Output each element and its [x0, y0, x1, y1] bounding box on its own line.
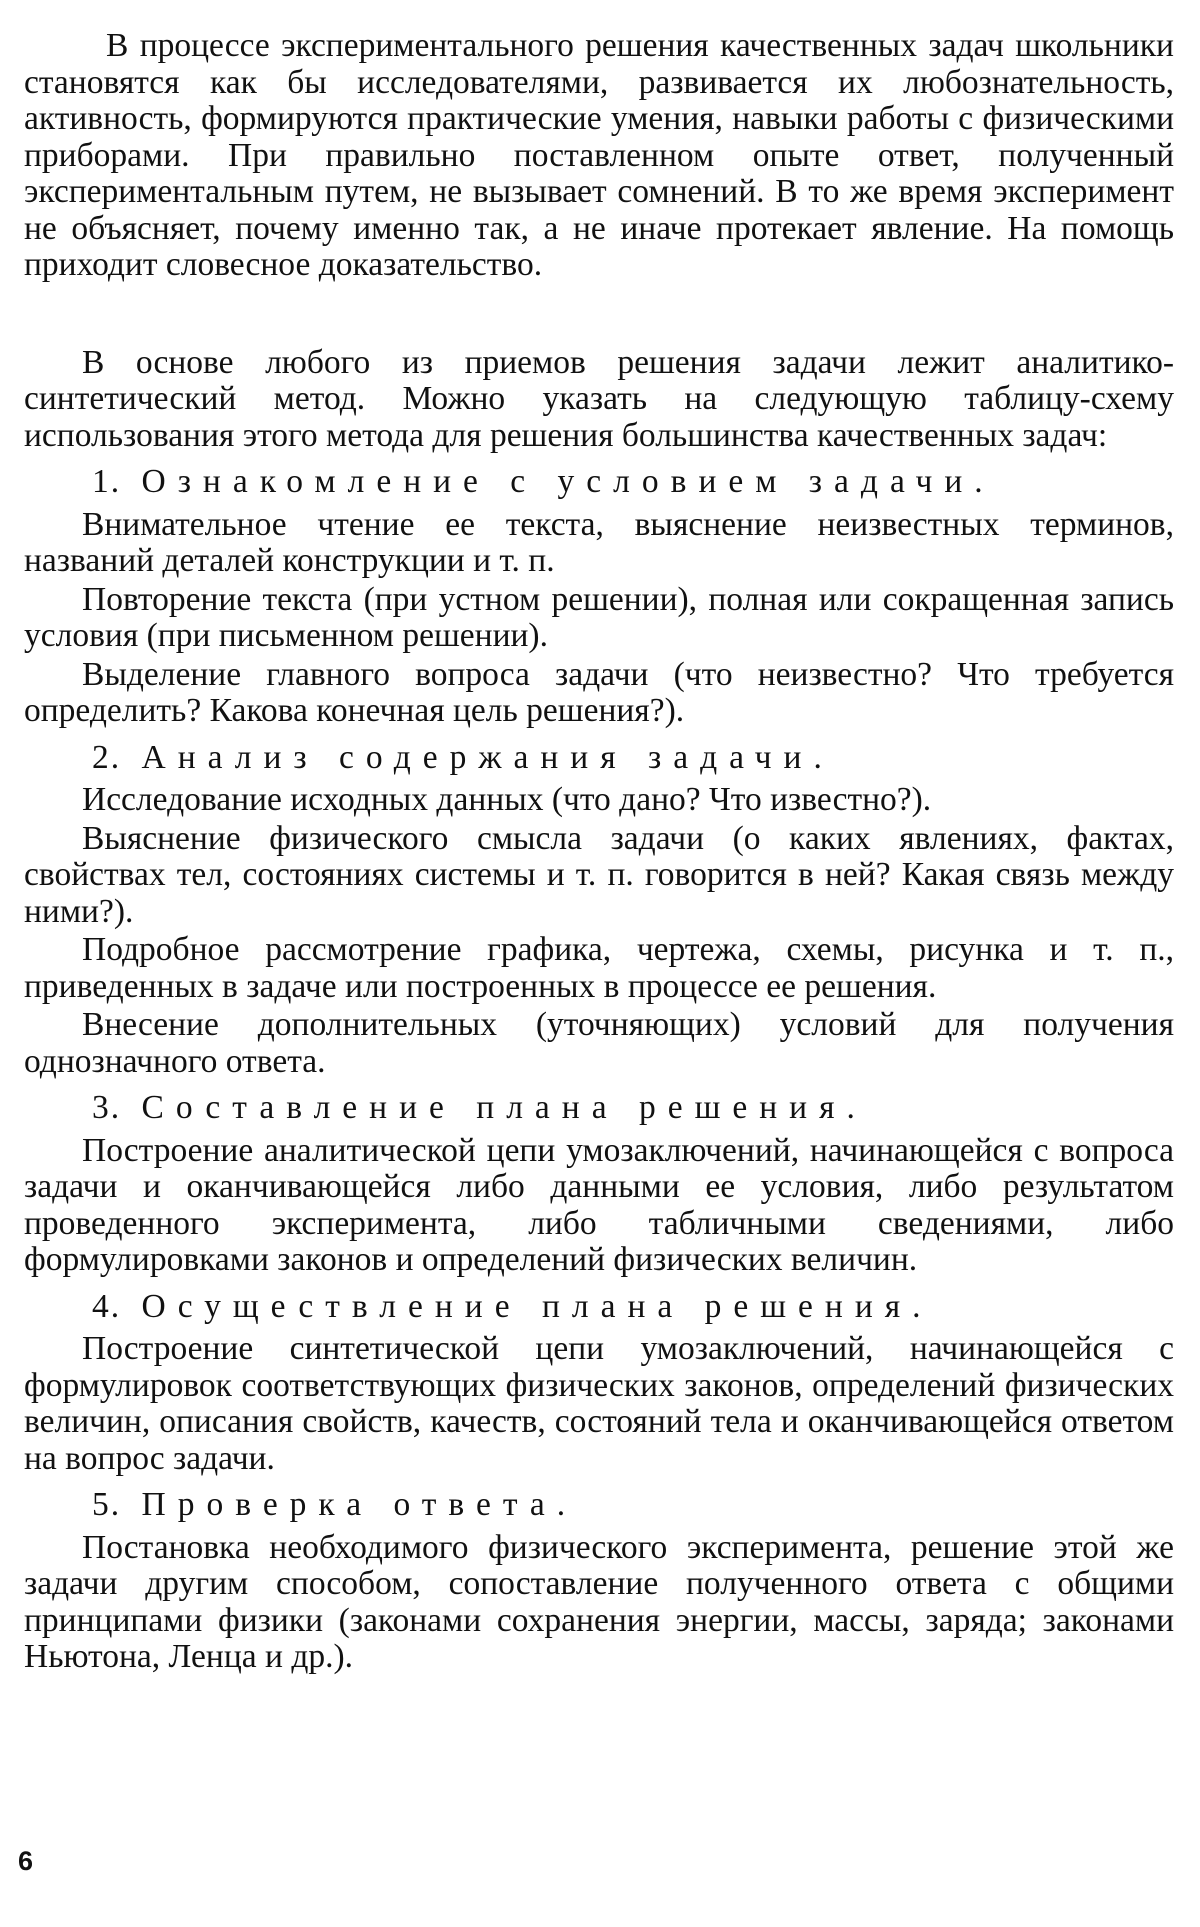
step-item: Повторение текста (при устном решении), полная или сокращенная запись условия (при письменном решении). [24, 580, 1174, 654]
step-4 [24, 1289, 1174, 1478]
step-number: 4. [92, 1287, 122, 1325]
step-item: Постановка необходимого физического эксперимента, решение этой же задачи другим способом, сопоставление полученного ответа с общими принципами физики (законами сохранения энергии, массы, заряда; законами Ньютона, Ленца и др.). [24, 1528, 1174, 1675]
step-item: Внимательное чтение ее текста, выяснение неизвестных терминов, названий деталей конструкции и т. п. [24, 505, 1174, 579]
step-heading [24, 740, 1174, 777]
step-2 [24, 740, 1174, 1081]
step-item: Построение аналитической цепи умозаключений, начинающейся с вопроса задачи и оканчивающейся либо данными ее условия, либо результатом проведенного эксперимента, либо табличными сведениями, либо формулировками законов и определений физических величин. [24, 1131, 1174, 1278]
method-paragraph: В основе любого из приемов решения задачи лежит аналитико-синтетический метод. Можно указать на следующую таблицу-схему использования этого метода для решения большинства качественных задач: [24, 343, 1174, 454]
step-number: 1. [92, 463, 122, 500]
step-heading [24, 1487, 1174, 1524]
page-body [24, 28, 1174, 1678]
intro-paragraph: В процессе экспериментального решения качественных задач школьники становятся как бы исследователями, развивается их любознательность, активность, формируются практические умения, навыки работы с физическими приборами. При правильно поставленном опыте ответ, полученный экспериментальным путем, не вызывает сомнений. В то же время эксперимент не объясняет, почему именно так, а не иначе протекает явление. На помощь приходит словесное доказательство. [24, 27, 1174, 283]
step-item: Построение синтетической цепи умозаключений, начинающейся с формулировок соответствующих физических законов, определений физических величин, описания свойств, качеств, состояний тела и оканчивающейся ответом на вопрос задачи. [24, 1330, 1174, 1477]
step-title: Осуществление плана решения. [141, 1287, 933, 1325]
step-number: 5. [92, 1486, 122, 1523]
step-number: 3. [92, 1089, 122, 1126]
step-number: 2. [92, 738, 122, 776]
step-item: Внесение дополнительных (уточняющих) условий для получения однозначного ответа. [24, 1006, 1174, 1080]
step-title: Ознакомление с условием задачи. [141, 463, 995, 500]
step-3 [24, 1090, 1174, 1279]
step-item: Исследование исходных данных (что дано? Что известно?). [82, 781, 932, 818]
step-item: Выяснение физического смысла задачи (о каких явлениях, фактах, свойствах тел, состояниях системы и т. п. говорится в ней? Какая связь между ними?). [24, 819, 1174, 930]
step-heading [24, 1090, 1174, 1127]
step-heading [24, 1289, 1174, 1326]
step-1 [24, 464, 1174, 730]
step-5 [24, 1487, 1174, 1676]
step-title: Составление плана решения. [141, 1089, 867, 1126]
step-item: Подробное рассмотрение графика, чертежа, схемы, рисунка и т. п., приведенных в задаче или построенных в процессе ее решения. [24, 931, 1174, 1005]
step-heading [24, 464, 1174, 501]
step-title: Проверка ответа. [141, 1486, 578, 1523]
step-title: Анализ содержания задачи. [141, 738, 834, 776]
page-number: 6 [18, 1846, 34, 1876]
step-item: Выделение главного вопроса задачи (что неизвестно? Что требуется определить? Какова конечная цель решения?). [24, 655, 1174, 729]
